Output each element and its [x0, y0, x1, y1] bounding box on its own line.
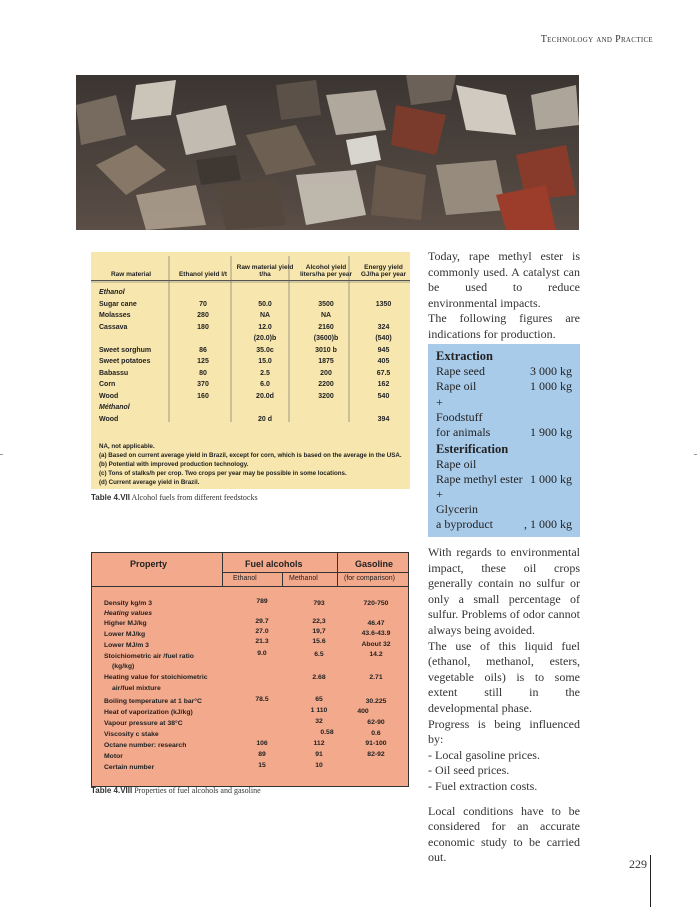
table-4-7-caption: Table 4.VII Alcohol fuels from different feedstocks — [91, 493, 258, 502]
table-row: Corn 370 6.0 2200 162 — [99, 381, 390, 389]
page-number: 229 — [629, 857, 647, 871]
header-comparison: (for comparison) — [344, 575, 395, 582]
table-row: Vapour pressure at 38°C — [104, 720, 183, 727]
table-row: (20.0)b (3600)b (540) — [253, 335, 392, 343]
table-row: Density kg/m 3 — [104, 600, 152, 607]
list-item: + — [436, 487, 443, 501]
list-item: Glycerin — [436, 502, 478, 516]
header-methanol: Methanol — [289, 575, 318, 582]
running-header: Technology and Practice — [540, 34, 653, 45]
factor-list — [428, 748, 580, 795]
table-row: Lower MJ/m 3 — [104, 642, 149, 649]
column-header: Energy yield GJ/ha per year — [357, 252, 410, 281]
table-row: Heating value for stoichiometric — [104, 674, 208, 681]
table-row: Certain number — [104, 764, 155, 771]
production-figures-box — [428, 344, 580, 537]
list-item: - Oil seed prices. — [428, 763, 510, 778]
table-row: Wood 20 d 394 — [99, 415, 390, 423]
table-row: Méthanol — [99, 404, 130, 412]
crop-mark — [0, 454, 3, 455]
header-ethanol: Ethanol — [233, 575, 257, 582]
column-header: Raw material yield t/ha — [235, 252, 295, 281]
header-fuel-alcohols: Fuel alcohols — [245, 559, 303, 569]
margin-rule — [650, 855, 651, 907]
column-header: Raw material — [91, 252, 171, 281]
table-row: Stoichiometric air /fuel ratio — [104, 653, 194, 660]
list-item: + — [436, 395, 443, 409]
table-row: Sugar cane 70 50.0 3500 1350 — [99, 300, 392, 308]
paragraph: The use of this liquid fuel (ethanol, methanol, esters, vegetable oils) is to some extent still in the developmental phase. — [428, 638, 580, 715]
table-row: (kg/kg) — [112, 663, 135, 670]
table-row: Lower MJ/kg — [104, 631, 146, 638]
table-row: Heating values — [104, 610, 152, 617]
photo-graphic — [76, 75, 579, 230]
list-item: Rape oil 1 000 kg — [436, 379, 572, 393]
paragraph: Progress is being influenced by: — [428, 716, 580, 747]
list-item: a byproduct , 1 000 kg — [436, 517, 572, 531]
intro-text — [428, 249, 580, 343]
list-item: Rape oil — [436, 457, 477, 471]
paragraph: With regards to environmental impact, these oil crops generally contain no sulfur or only a small percentage of sulfur. Problems of odor cannot always being avoided. — [428, 545, 580, 637]
extraction-heading: Extraction — [436, 349, 493, 363]
table-row: Viscosity c stake — [104, 731, 159, 738]
waste-dump-photo — [76, 75, 579, 230]
table-row: Sweet sorghum 86 35.0c 3010 b 945 — [99, 346, 390, 354]
table-row: Wood 160 20.0d 3200 540 — [99, 392, 390, 400]
table-4-8: Property Fuel alcohols Gasoline Ethanol Methanol (for comparison) Density kg/m 3 789 793 720-750 Heating values Higher MJ/kg 29.7 22,3 46.47 Lower MJ/kg 27.0 19,7 43.6-43.9 Lower MJ/m 3 21.3 15.6 About 32 Stoichiometric air /fuel ratio 9.0 6.5 14.2 (kg/kg) Heating value for stoichiometric 2.68 2.71 air/fuel mixture Boiling temperature at 1 bar°C 78.5 65 30.225 Heat of vaporization (kJ/kg) 1 110 400 Vapour pressure at 38°C 32 62-90 Viscosity c stake 0.58 0.6 Octane number: research 106 112 91-100 Motor 89 91 82-92 Certain number 15 10 — [91, 552, 409, 787]
list-item: - Local gasoline prices. — [428, 747, 540, 762]
paragraph: Today, rape methyl ester is commonly used. A catalyst can be used to reduce environmental impacts. — [428, 249, 580, 310]
paragraph: Local conditions have to be considered for an accurate economic study to be carried out. — [428, 803, 580, 865]
paragraph: The following figures are indications for production. — [428, 311, 580, 341]
alcohol-feedstock-table — [91, 252, 410, 425]
list-item: Foodstuff — [436, 410, 483, 424]
list-item: Rape methyl ester 1 000 kg — [436, 472, 572, 486]
table-row: Boiling temperature at 1 bar°C — [104, 698, 202, 705]
table-4-8-caption: Table 4.VIII Properties of fuel alcohols and gasoline — [91, 786, 261, 795]
environment-text — [428, 545, 580, 866]
list-item: - Fuel extraction costs. — [428, 778, 538, 793]
table-row: Babassu 80 2.5 200 67.5 — [99, 369, 391, 377]
table-row: Cassava 180 12.0 2160 324 — [99, 323, 390, 331]
table-row: Higher MJ/kg — [104, 620, 147, 627]
table-row: air/fuel mixture — [112, 685, 161, 692]
table-row: Octane number: research — [104, 742, 187, 749]
table-4-7 — [91, 252, 410, 489]
list-item: for animals 1 900 kg — [436, 425, 572, 439]
column-header: Ethanol yield l/t — [171, 252, 235, 281]
header-property: Property — [130, 559, 168, 569]
header-gasoline: Gasoline — [355, 559, 394, 569]
table-row: Molasses 280 NA NA — [99, 312, 332, 320]
table-notes: NA, not applicable. (a) Based on current average yield in Brazil, except for corn, which is based on the average in the USA. (b) Potential with improved production technology. (c) Tons of stalks/h per crop. Two crops per year may be possible in some locations. (d) Current average yield in Brazil. — [99, 443, 402, 486]
list-item: Rape seed 3 000 kg — [436, 364, 572, 378]
column-header: Alcohol yield liters/ha per year — [295, 252, 357, 281]
table-row: Sweet potatoes 125 15.0 1875 405 — [99, 358, 390, 366]
table-row: Ethanol — [99, 289, 125, 297]
esterification-heading: Esterification — [436, 442, 509, 456]
table-row: Motor — [104, 753, 123, 760]
table-row: Heat of vaporization (kJ/kg) — [104, 709, 193, 716]
